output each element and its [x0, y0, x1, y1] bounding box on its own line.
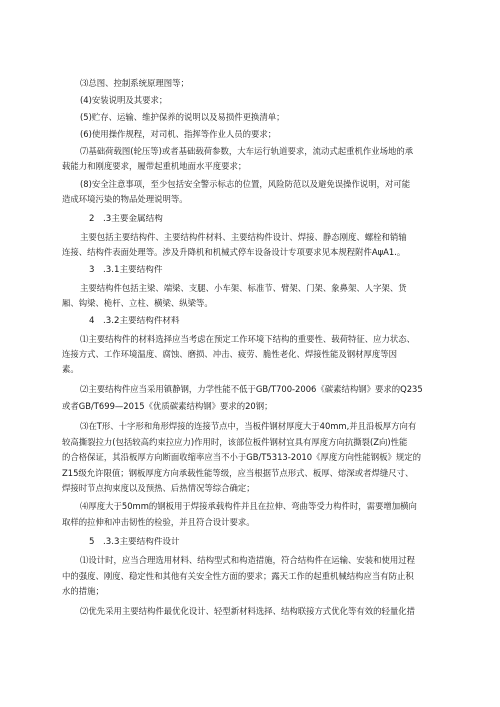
list-item: ⑵主要结构件应当采用镇静钢，力学性能不低于GB/T700-2006《碳素结构钢》要求的Q235 — [80, 384, 423, 394]
list-item-continuation: Z15级允许限值；钢板厚度方向承载性能等级，应当根据节点形式、板厚、熔深或者焊缝尺寸、 — [62, 468, 414, 478]
section-heading: 4 .3.2主要结构件材料 — [89, 316, 180, 326]
paragraph-line: 主要结构件包括主梁、端梁、支腿、小车架、标准节、臂架、门架、象鼻架、人字架、货 — [80, 283, 407, 293]
list-item-continuation: 或者GB/T699—2015《优质碳素结构钢》要求的20钢； — [62, 401, 273, 411]
list-item-continuation: 取样的拉伸和冲击韧性的检验，并且符合设计要求。 — [62, 517, 255, 527]
list-item-continuation: 的合格保证，其沿板厚方向断面收缩率应当不小于GB/T5313-2010《厚度方向性能钢板》规定的 — [62, 452, 421, 462]
list-item: (5)贮存、运输、维护保养的说明以及易损件更换清单； — [80, 112, 285, 122]
list-item: ⑶总图、控制系统原理图等； — [80, 78, 189, 88]
list-item-continuation: 素。 — [62, 364, 79, 374]
section-heading: 3 .3.1主要结构件 — [89, 265, 163, 275]
section-heading: 2 .3主要金属结构 — [89, 214, 163, 224]
section-heading: 5 .3.3主要结构件设计 — [89, 537, 180, 547]
list-item: ⑺基础荷载图(轮压等)或者基础载荷参数，大车运行轨道要求，流动式起重机作业场地的承 — [80, 146, 414, 156]
list-item-continuation: 连接方式、工作环境温度、腐蚀、磨损、冲击、疲劳、脆性老化、焊接性能及钢材厚度等因 — [62, 349, 397, 359]
paragraph-line: 厢、钩梁、桅杆、立柱、横梁、纵梁等。 — [62, 298, 213, 308]
list-item: ⑷厚度大于50mm的钢板用于焊接承载构件并且在拉伸、弯曲等受力构件时，需要增加横向 — [80, 501, 417, 511]
paragraph-line: 连接、结构件表面处理等。涉及升降机和机械式停车设备设计专项要求见本规程附件AψA1.。 — [62, 247, 406, 257]
list-item-continuation: 水的措施； — [62, 586, 104, 596]
list-item: (6)使用操作规程，对司机、指挥等作业人员的要求； — [80, 129, 277, 139]
list-item: ⑵优先采用主要结构件最优化设计、轻型新材料选择、结构联接方式优化等有效的轻量化措 — [80, 606, 415, 616]
list-item-continuation: 造成环境污染的物品处理说明等。 — [62, 194, 188, 204]
list-item-continuation: 较高撕裂拉力(包括较高约束拉应力)作用时，该部位板件钢材宜具有厚度方向抗撕裂(Z向)性能 — [62, 437, 408, 447]
list-item: ⑴主要结构件的材料选择应当考虑在预定工作环境下结构的重要性、载荷特征、应力状态、 — [80, 334, 415, 344]
list-item-continuation: 载能力和刚度要求，履带起重机地面水平度要求； — [62, 161, 247, 171]
list-item: ⑶在T形、十字形和角形焊接的连接节点中，当板件钢材厚度大于40mm,并且沿板厚方向有 — [80, 421, 417, 431]
list-item-continuation: 中的强度、刚度、稳定性和其他有关安全性方面的要求；露天工作的起重机械结构应当有防止积 — [62, 571, 414, 581]
list-item: (8)安全注意事项，至少包括安全警示标志的位置，风险防范以及避免误操作说明，对可能 — [80, 179, 411, 189]
list-item: ⑴设计时，应当合理选用材料、结构型式和构造措施，符合结构件在运输、安装和使用过程 — [80, 555, 415, 565]
list-item-continuation: 焊接时节点拘束度以及预热、后热情况等综合确定； — [62, 483, 255, 493]
paragraph-line: 主要包括主要结构件、主要结构件材料、主要结构件设计、焊接、静态刚度、螺栓和销轴 — [80, 232, 407, 242]
list-item: (4)安装说明及其要求； — [80, 95, 168, 105]
